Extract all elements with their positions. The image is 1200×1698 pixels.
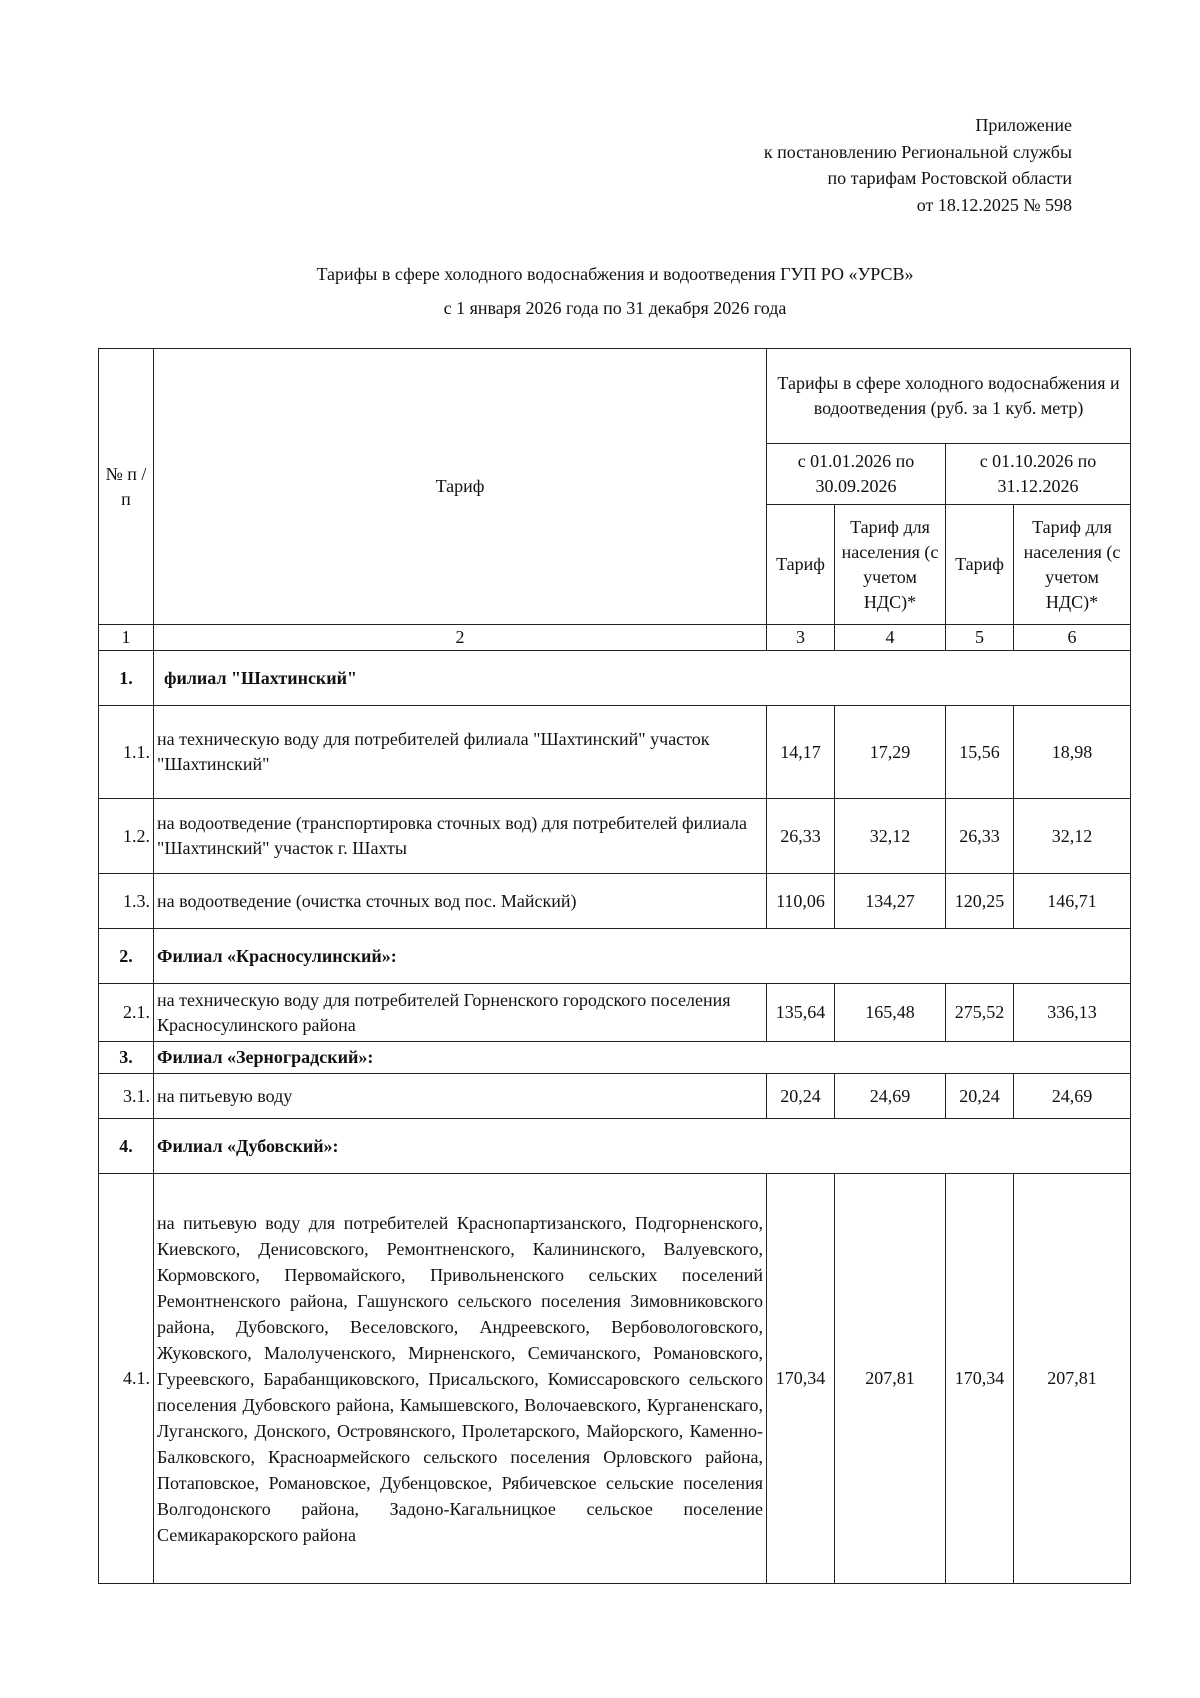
section-row [99,1119,1131,1174]
section-num: 3. [99,1042,154,1074]
row-value: 165,48 [835,984,946,1042]
col-number: 1 [99,625,154,651]
row-value: 15,56 [946,706,1014,799]
appendix-line-4: от 18.12.2025 № 598 [916,194,1072,215]
row-num: 3.1. [99,1074,154,1119]
document-title: Тарифы в сфере холодного водоснабжения и водоотведения ГУП РО «УРСВ» [316,264,914,284]
section-row [99,651,1131,706]
row-num: 1.2. [99,799,154,874]
row-value: 207,81 [1014,1174,1131,1584]
table-row [99,1074,1131,1119]
row-value: 24,69 [1014,1074,1131,1119]
col-number: 3 [767,625,835,651]
row-name: на питьевую воду для потребителей Краснопартизанского, Подгорненского, Киевского, Денисовского, Ремонтненского, Калининского, Валуевского, Кормовского, Первомайского, Привольненского сельских поселений Ремонтненского района, Гашунского сельского поселения Зимовниковского района, Дубовского, Веселовского, Андреевского, Вербовологовского, Жуковского, Малолученского, Мирненского, Семичанского, Романовского, Гуреевского, Барабанщиковского, Присальского, Комиссаровского сельского поселения Дубовского района, Камышевского, Волочаевского, Курганенскаго, Луганского, Донского, Островянского, Пролетарского, Майорского, Каменно-Балковского, Красноармейского сельского поселения Орловского района, Потаповское, Романовское, Дубенцовское, Рябичевское сельские поселения Волгодонского района, Задоно-Кагальницкое сельское поселение Семикаракорского района [154,1174,767,1584]
row-name: на техническую воду для потребителей Горненского городского поселения Красносулинского района [154,984,767,1042]
row-value: 26,33 [946,799,1014,874]
row-name: на водоотведение (транспортировка сточных вод) для потребителей филиала "Шахтинский" участок г. Шахты [154,799,767,874]
row-value: 24,69 [835,1074,946,1119]
row-num: 1.1. [99,706,154,799]
tariff-table [98,348,1131,1584]
row-value: 110,06 [767,874,835,929]
table-row [99,984,1131,1042]
row-value: 20,24 [767,1074,835,1119]
section-row [99,929,1131,984]
row-value: 120,25 [946,874,1014,929]
document-subtitle: с 1 января 2026 года по 31 декабря 2026 года [443,298,787,318]
col-number: 5 [946,625,1014,651]
row-value: 20,24 [946,1074,1014,1119]
row-value: 18,98 [1014,706,1131,799]
row-value: 32,12 [1014,799,1131,874]
appendix-line-3: по тарифам Ростовской области [827,168,1072,188]
table-row [99,706,1131,799]
header-col-tariff-2: Тариф [946,505,1014,625]
row-value: 170,34 [767,1174,835,1584]
header-period-1: с 01.01.2026 по 30.09.2026 [767,444,946,505]
section-title: Филиал «Зерноградский»: [154,1042,1131,1074]
row-value: 146,71 [1014,874,1131,929]
row-value: 32,12 [835,799,946,874]
row-num: 2.1. [99,984,154,1042]
appendix-line-1: Приложение [975,115,1072,135]
row-value: 170,34 [946,1174,1014,1584]
row-value: 17,29 [835,706,946,799]
table-row [99,1174,1131,1584]
row-num: 4.1. [99,1174,154,1584]
section-row [99,1042,1131,1074]
appendix-line-2: к постановлению Региональной службы [763,141,1072,162]
row-name: на техническую воду для потребителей филиала "Шахтинский" участок "Шахтинский" [154,706,767,799]
row-value: 207,81 [835,1174,946,1584]
section-title: Филиал «Дубовский»: [154,1119,1131,1174]
appendix-header [764,112,1072,218]
header-col-tariff-1: Тариф [767,505,835,625]
col-number: 4 [835,625,946,651]
row-name: на водоотведение (очистка сточных вод пос. Майский) [154,874,767,929]
header-tariff: Тариф [154,349,767,625]
section-num: 2. [99,929,154,984]
section-title: филиал "Шахтинский" [154,651,1131,706]
header-col-population-2: Тариф для населения (с учетом НДС)* [1014,505,1131,625]
table-row [99,874,1131,929]
col-number: 6 [1014,625,1131,651]
row-value: 135,64 [767,984,835,1042]
col-number: 2 [154,625,767,651]
row-value: 134,27 [835,874,946,929]
row-value: 14,17 [767,706,835,799]
row-value: 336,13 [1014,984,1131,1042]
header-group: Тарифы в сфере холодного водоснабжения и водоотведения (руб. за 1 куб. метр) [767,349,1131,444]
header-period-2: с 01.10.2026 по 31.12.2026 [946,444,1131,505]
header-num: № п /п [99,349,154,625]
row-value: 26,33 [767,799,835,874]
section-title: Филиал «Красносулинский»: [154,929,1131,984]
header-col-population-1: Тариф для населения (с учетом НДС)* [835,505,946,625]
table-row [99,799,1131,874]
section-num: 4. [99,1119,154,1174]
section-num: 1. [99,651,154,706]
row-name: на питьевую воду [154,1074,767,1119]
row-num: 1.3. [99,874,154,929]
row-value: 275,52 [946,984,1014,1042]
